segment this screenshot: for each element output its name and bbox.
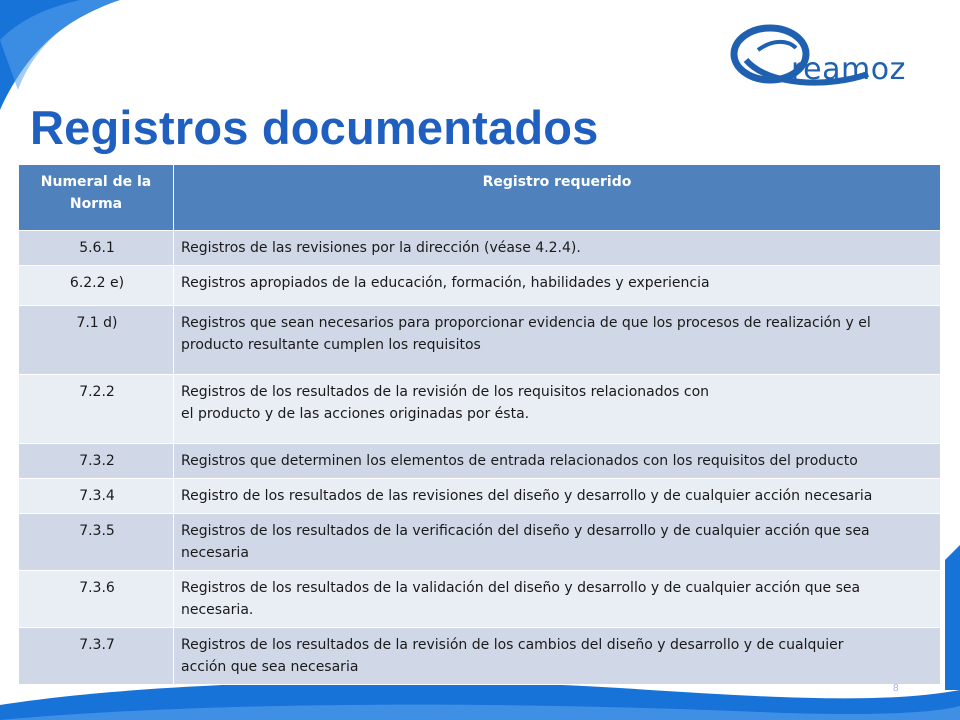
registro-line: necesaria: [181, 545, 249, 561]
row-registro: [174, 375, 941, 444]
registro-line: Registros de los resultados de la validación del diseño y desarrollo y de cualquier acción que sea: [181, 580, 861, 596]
table-row: [19, 479, 941, 514]
row-registro: [174, 514, 941, 571]
registro-line: Registros que determinen los elementos de entrada relacionados con los requisitos del producto: [181, 453, 858, 469]
table-row: [19, 514, 941, 571]
row-registro: [174, 479, 941, 514]
registro-line: Registros apropiados de la educación, formación, habilidades y experiencia: [181, 275, 710, 291]
registro-line: necesaria.: [181, 602, 254, 618]
table-header-row: [19, 165, 941, 231]
registro-line: Registros de las revisiones por la dirección (véase 4.2.4).: [181, 240, 581, 256]
row-numeral: 7.2.2: [19, 375, 174, 444]
registro-line: Registros de los resultados de la revisión de los cambios del diseño y desarrollo y de cualquier: [181, 637, 844, 653]
row-numeral: 7.1 d): [19, 306, 174, 375]
row-numeral: 7.3.4: [19, 479, 174, 514]
header-registro: Registro requerido: [174, 165, 941, 231]
table-row: [19, 628, 941, 685]
registro-line: el producto y de las acciones originadas por ésta.: [181, 406, 530, 422]
registro-line: Registros que sean necesarios para proporcionar evidencia de que los procesos de realización y el: [181, 315, 871, 331]
row-numeral: 7.3.6: [19, 571, 174, 628]
slide-title: Registros documentados: [30, 101, 599, 154]
table-row: [19, 444, 941, 479]
row-registro: [174, 628, 941, 685]
registro-line: Registro de los resultados de las revisiones del diseño y desarrollo y de cualquier acción necesaria: [181, 488, 873, 504]
row-numeral: 7.3.2: [19, 444, 174, 479]
row-registro: [174, 306, 941, 375]
table-row: [19, 571, 941, 628]
row-numeral: 7.3.7: [19, 628, 174, 685]
row-numeral: 5.6.1: [19, 231, 174, 266]
row-registro: [174, 231, 941, 266]
table-row: [19, 375, 941, 444]
header-numeral: Numeral de la Norma: [19, 165, 174, 231]
table-row: [19, 266, 941, 306]
page-number: 8: [893, 683, 899, 694]
row-numeral: 7.3.5: [19, 514, 174, 571]
registro-line: Registros de los resultados de la verificación del diseño y desarrollo y de cualquier acción que sea: [181, 523, 870, 539]
registro-line: producto resultante cumplen los requisitos: [181, 337, 481, 353]
logo-text: reamoz: [791, 52, 906, 87]
row-registro: [174, 571, 941, 628]
registro-line: Registros de los resultados de la revisión de los requisitos relacionados con: [181, 384, 710, 400]
row-numeral: 6.2.2 e): [19, 266, 174, 306]
row-registro: [174, 266, 941, 306]
records-table: [18, 164, 941, 685]
registro-line: acción que sea necesaria: [181, 659, 359, 675]
row-registro: [174, 444, 941, 479]
table-row: [19, 231, 941, 266]
table-row: [19, 306, 941, 375]
